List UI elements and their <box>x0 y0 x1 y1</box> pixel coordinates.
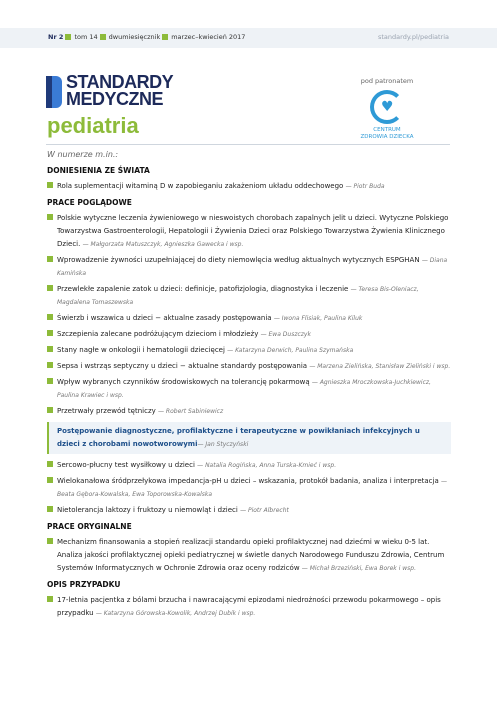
divider <box>46 144 450 145</box>
contents <box>47 150 451 623</box>
item-author: — Natalia Rogińska, Anna Turska-Kmieć i wsp. <box>197 462 337 469</box>
bullet-icon <box>47 256 53 262</box>
logo-mark-icon <box>46 76 62 108</box>
highlighted-article <box>47 422 451 454</box>
square-icon <box>162 34 168 40</box>
bullet-icon <box>47 314 53 320</box>
list-item: Przetrwały przewód tętniczy — Robert Sabiniewicz <box>47 405 451 418</box>
list-item: Wielokanałowa śródprzełykowa impedancja-pH u dzieci – wskazania, protokół badania, analiza i interpretacja — Beata Gębora-Kowalska, Ewa Toporowska-Kowalska <box>47 475 451 501</box>
list-item: Rola suplementacji witaminą D w zapobieganiu zakażeniom układu oddechowego — Piotr Buda <box>47 180 451 193</box>
czd-logo-icon <box>370 90 404 124</box>
item-author: — Piotr Albrecht <box>240 507 289 514</box>
item-author: — Jan Styczyński <box>197 441 249 448</box>
logo-text <box>66 74 173 108</box>
square-icon <box>65 34 71 40</box>
list-item: Przewlekłe zapalenie zatok u dzieci: definicje, patofizjologia, diagnostyka i leczenie — Teresa Bis-Oleniacz, Magdalena Tomaszewska <box>47 283 451 309</box>
item-author: — Diana Kamińska <box>57 257 448 277</box>
bullet-icon <box>47 346 53 352</box>
bullet-icon <box>47 596 53 602</box>
bullet-icon <box>47 506 53 512</box>
item-author: — Katarzyna Derwich, Paulina Szymańska <box>227 347 354 354</box>
list-item: Wprowadzenie żywności uzupełniającej do diety niemowlęcia według aktualnych wytycznych ESPGHAN — Diana Kamińska <box>47 254 451 280</box>
list-item: Mechanizm finansowania a stopień realizacji standardu opieki profilaktycznej nad dziećmi w wieku 0-5 lat. Analiza jakości profilaktycznej opieki pediatrycznej w świetle danych Narodowego Funduszu Zdrowia, Centrum Systemów Informatycznych w Ochronie Zdrowia oraz oceny rodziców — Michał Brzeziński, Ewa Borek i wsp. <box>47 536 451 575</box>
section-title: DONIESIENIA ZE ŚWIATA <box>47 166 150 175</box>
journal-logo <box>46 74 206 114</box>
bullet-icon <box>47 285 53 291</box>
bullet-icon <box>47 362 53 368</box>
highlight-title: Postępowanie diagnostyczne, profilaktyczne i terapeutyczne w powikłaniach infekcyjnych u dzieci z chorobami nowotworowymi <box>57 427 420 448</box>
item-author: — Ewa Duszczyk <box>260 331 311 338</box>
item-author: — Katarzyna Górowska-Kowolik, Andrzej Dubik i wsp. <box>95 610 256 617</box>
list-item: 17-letnia pacjentka z bólami brzucha i nawracającymi epizodami niedrożności przewodu pokarmowego – opis przypadku — Katarzyna Górowska-Kowolik, Andrzej Dubik i wsp. <box>47 594 451 620</box>
patronage-label: pod patronatem <box>360 77 414 85</box>
item-author: — Robert Sabiniewicz <box>158 408 224 415</box>
square-icon <box>100 34 106 40</box>
journal-subtitle: pediatria <box>47 113 139 138</box>
list-item: Sepsa i wstrząs septyczny u dzieci − aktualne standardy postępowania — Marzena Zielińska, Stanisław Zieliński i wsp. <box>47 360 451 373</box>
item-author: — Marzena Zielińska, Stanisław Zieliński i wsp. <box>309 363 451 370</box>
bullet-icon <box>47 330 53 336</box>
bullet-icon <box>47 378 53 384</box>
list-item: Sercowo-płucny test wysiłkowy u dzieci — Natalia Rogińska, Anna Turska-Kmieć i wsp. <box>47 459 451 472</box>
list-item: Stany nagłe w onkologii i hematologii dziecięcej — Katarzyna Derwich, Paulina Szymańska <box>47 344 451 357</box>
list-item: Polskie wytyczne leczenia żywieniowego w nieswoistych chorobach zapalnych jelit u dzieci. Wytyczne Polskiego Towarzystwa Gastroenterologii, Hepatologii i Żywienia Dzieci oraz Polskiego Towarzystwa Żywienia Klinicznego Dzieci. — Małgorzata Matuszczyk, Agnieszka Gawecka i wsp. <box>47 212 451 251</box>
heart-icon: ♥ <box>381 99 394 115</box>
patron-line-1: CENTRUM <box>373 127 401 133</box>
item-author: — Iwona Flisiak, Paulina Kiluk <box>273 315 363 322</box>
issue-frequency: dwumiesięcznik <box>108 33 161 41</box>
patronage-block <box>352 77 422 141</box>
issue-meta <box>48 33 245 41</box>
issue-number: Nr 2 <box>48 33 64 41</box>
list-item: Nietolerancja laktozy i fruktozy u niemowląt i dzieci — Piotr Albrecht <box>47 504 451 517</box>
item-author: — Agnieszka Mroczkowska-Juchkiewicz, Paulina Krawiec i wsp. <box>57 379 431 399</box>
bullet-icon <box>47 461 53 467</box>
intro-text: W numerze m.in.: <box>47 150 119 159</box>
bullet-icon <box>47 407 53 413</box>
list-item: Szczepienia zalecane podróżującym dzieciom i młodzieży — Ewa Duszczyk <box>47 328 451 341</box>
site-link[interactable]: standardy.pl/pediatria <box>378 33 449 41</box>
bullet-icon <box>47 182 53 188</box>
item-author: — Teresa Bis-Oleniacz, Magdalena Tomaszewska <box>57 286 419 306</box>
top-bar <box>0 0 497 48</box>
issue-volume: tom 14 <box>74 33 98 41</box>
bullet-icon <box>47 538 53 544</box>
item-author: — Piotr Buda <box>345 183 385 190</box>
logo-line-2: MEDYCZNE <box>66 89 164 109</box>
bullet-icon <box>47 214 53 220</box>
list-item: Wpływ wybranych czynników środowiskowych na tolerancję pokarmową — Agnieszka Mroczkowska-Juchkiewicz, Paulina Krawiec i wsp. <box>47 376 451 402</box>
list-item: Świerzb i wszawica u dzieci − aktualne zasady postępowania — Iwona Flisiak, Paulina Kiluk <box>47 312 451 325</box>
issue-date: marzec–kwiecień 2017 <box>171 33 246 41</box>
bullet-icon <box>47 477 53 483</box>
item-author: — Michał Brzeziński, Ewa Borek i wsp. <box>301 565 417 572</box>
item-author: — Beata Gębora-Kowalska, Ewa Toporowska-Kowalska <box>57 478 448 498</box>
patron-line-2: ZDROWIA DZIECKA <box>360 134 414 140</box>
logo-line-1: STANDARDY <box>66 72 174 92</box>
section-title: PRACE POGLĄDOWE <box>47 198 132 207</box>
section-title: OPIS PRZYPADKU <box>47 580 121 589</box>
issue-band <box>0 28 497 48</box>
section-title: PRACE ORYGINALNE <box>47 522 132 531</box>
item-author: — Małgorzata Matuszczyk, Agnieszka Gawecka i wsp. <box>82 241 244 248</box>
